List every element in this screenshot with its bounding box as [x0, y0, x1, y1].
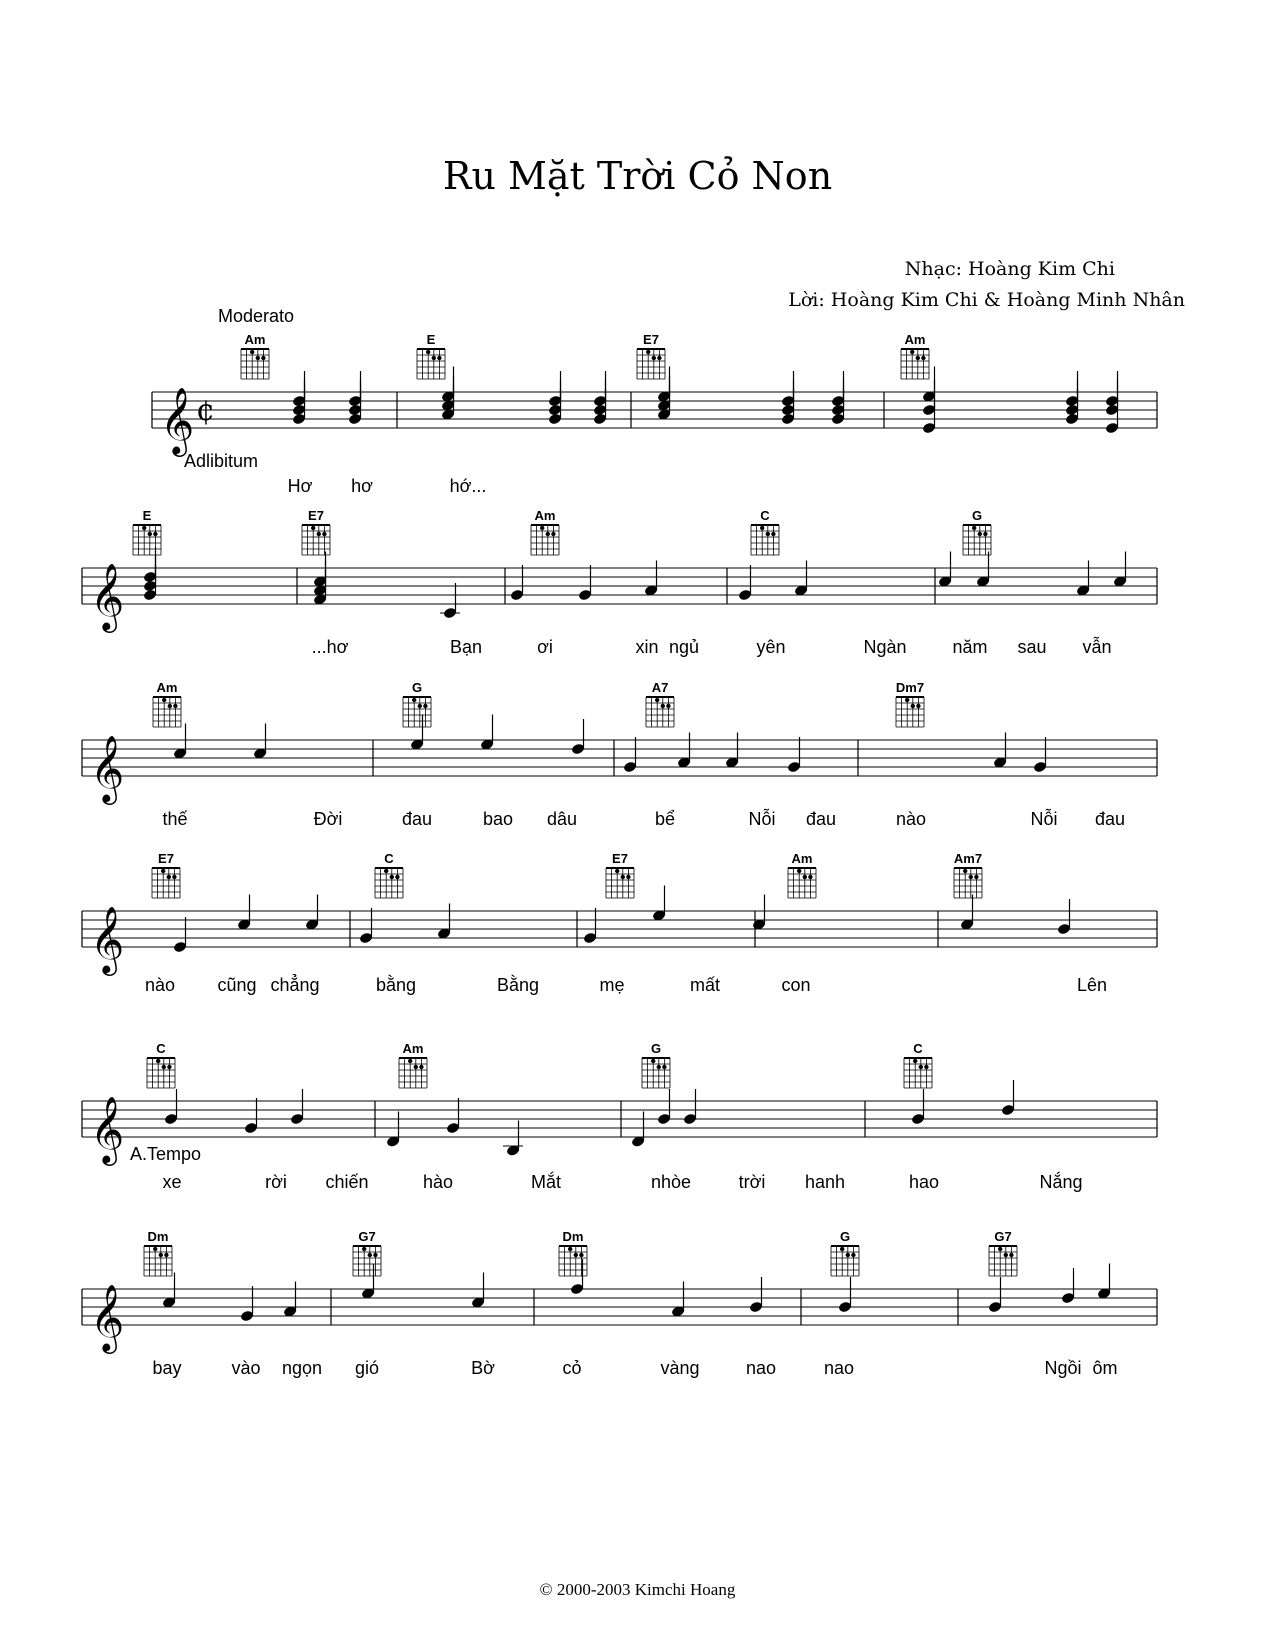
lyric-syllable: năm — [952, 637, 988, 657]
finger-dot — [540, 526, 544, 530]
lyric-syllable: cũng — [217, 975, 257, 995]
cut-time-signature-icon: ¢ — [196, 393, 216, 428]
finger-dot — [579, 1253, 583, 1257]
finger-dot — [652, 356, 656, 360]
finger-dot — [771, 532, 775, 536]
chord-name: G — [839, 1229, 851, 1244]
chord-diagram — [637, 332, 665, 379]
lyric-syllable: chẳng — [270, 975, 320, 995]
finger-dot — [666, 704, 670, 708]
chord-diagram — [399, 1041, 427, 1088]
lyric-syllable: bay — [152, 1358, 182, 1378]
chord-diagram — [963, 508, 991, 555]
finger-dot — [173, 704, 177, 708]
lyric-syllable: Nỗi — [748, 809, 776, 829]
chord-diagram — [531, 508, 559, 555]
chord-diagram — [954, 851, 982, 898]
lyric-syllable: rời — [265, 1172, 287, 1192]
finger-dot — [626, 875, 630, 879]
finger-dot — [657, 1065, 661, 1069]
finger-dot — [661, 704, 665, 708]
finger-dot — [846, 1253, 850, 1257]
chord-name: Am — [244, 332, 266, 347]
lyric-syllable: dâu — [546, 809, 578, 829]
staff-system-4 — [82, 851, 1157, 995]
lyric-syllable: trời — [738, 1172, 766, 1192]
staff-system-2 — [82, 508, 1157, 657]
chord-name: Dm — [562, 1229, 584, 1244]
chord-name: G — [411, 680, 423, 695]
finger-dot — [168, 704, 172, 708]
chord-diagram — [989, 1229, 1017, 1276]
lyric-syllable: ngọn — [281, 1358, 323, 1378]
chord-name: C — [913, 1041, 923, 1056]
lyric-syllable: đau — [805, 809, 837, 829]
finger-dot — [808, 875, 812, 879]
finger-dot — [924, 1065, 928, 1069]
finger-dot — [1009, 1253, 1013, 1257]
finger-dot — [551, 532, 555, 536]
chord-name: G7 — [358, 1229, 376, 1244]
chord-diagram — [788, 851, 816, 898]
copyright-notice: © 2000-2003 Kimchi Hoang — [539, 1580, 736, 1599]
treble-clef-icon: 𝄞 — [90, 1283, 125, 1351]
chord-name: Am — [402, 1041, 424, 1056]
lyric-syllable: bằng — [375, 975, 417, 995]
treble-clef-icon: 𝄞 — [90, 734, 125, 802]
song-title: Ru Mặt Trời Cỏ Non — [442, 154, 833, 198]
chord-name: E7 — [612, 851, 628, 866]
finger-dot — [574, 1253, 578, 1257]
finger-dot — [412, 698, 416, 702]
chord-diagram — [153, 680, 181, 727]
finger-dot — [317, 532, 321, 536]
chord-diagram — [353, 1229, 381, 1276]
chord-name: E7 — [643, 332, 659, 347]
finger-dot — [916, 704, 920, 708]
lyric-syllable: Nỗi — [1030, 809, 1058, 829]
finger-dot — [657, 356, 661, 360]
finger-dot — [172, 875, 176, 879]
finger-dot — [568, 1247, 572, 1251]
chord-name: Am — [904, 332, 926, 347]
chord-name: Am — [156, 680, 178, 695]
finger-dot — [969, 875, 973, 879]
chord-diagram — [904, 1041, 932, 1088]
finger-dot — [311, 526, 315, 530]
finger-dot — [167, 875, 171, 879]
finger-dot — [766, 532, 770, 536]
lyric-syllable: cỏ — [562, 1358, 582, 1378]
finger-dot — [148, 532, 152, 536]
treble-clef-icon: 𝄞 — [90, 562, 125, 630]
lyric-syllable: bao — [482, 809, 514, 829]
lyric-syllable: ơi — [537, 637, 553, 657]
lyric-syllable: đau — [401, 809, 433, 829]
lyric-syllable: nhòe — [650, 1172, 692, 1192]
chord-name: C — [156, 1041, 166, 1056]
lyric-syllable: Đời — [313, 809, 343, 829]
finger-dot — [437, 356, 441, 360]
finger-dot — [256, 356, 260, 360]
music-credit: Nhạc: Hoàng Kim Chi — [904, 258, 1115, 280]
chord-name: E7 — [308, 508, 324, 523]
lyric-syllable: Mắt — [530, 1172, 562, 1192]
treble-clef-icon: 𝄞 — [90, 905, 125, 973]
finger-dot — [998, 1247, 1002, 1251]
lyric-syllable: Nắng — [1039, 1172, 1083, 1192]
finger-dot — [373, 1253, 377, 1257]
finger-dot — [418, 704, 422, 708]
lyric-syllable: chiến — [325, 1172, 369, 1192]
lyric-syllable: con — [781, 975, 811, 995]
finger-dot — [662, 1065, 666, 1069]
lyric-syllable: bể — [654, 809, 676, 829]
finger-dot — [159, 1253, 163, 1257]
finger-dot — [797, 869, 801, 873]
treble-clef-icon: 𝄞 — [90, 1095, 125, 1163]
chord-name: E — [426, 332, 436, 347]
chord-diagram — [147, 1041, 175, 1088]
lyric-syllable: Hơ — [287, 476, 313, 496]
chord-diagram — [375, 851, 403, 898]
chord-diagram — [144, 1229, 172, 1276]
finger-dot — [414, 1065, 418, 1069]
finger-dot — [368, 1253, 372, 1257]
lyric-syllable: nao — [823, 1358, 855, 1378]
lyric-syllable: vào — [231, 1358, 261, 1378]
finger-dot — [905, 698, 909, 702]
finger-dot — [978, 532, 982, 536]
finger-dot — [983, 532, 987, 536]
lyric-syllable: mẹ — [599, 975, 625, 995]
finger-dot — [432, 356, 436, 360]
lyric-syllable: hanh — [804, 1172, 846, 1192]
finger-dot — [803, 875, 807, 879]
lyric-syllable: hớ... — [449, 476, 487, 496]
staff-system-6 — [82, 1229, 1157, 1378]
lyric-syllable: nao — [745, 1358, 777, 1378]
staff-system-1 — [152, 332, 1157, 496]
finger-dot — [156, 1059, 160, 1063]
finger-dot — [390, 875, 394, 879]
chord-name: Am — [534, 508, 556, 523]
finger-dot — [250, 350, 254, 354]
chord-name: G — [650, 1041, 662, 1056]
lyric-syllable: Bạn — [449, 637, 483, 657]
lyric-syllable: nào — [895, 809, 927, 829]
lyric-syllable: xe — [162, 1172, 182, 1192]
atempo-marking: A.Tempo — [130, 1144, 202, 1164]
finger-dot — [419, 1065, 423, 1069]
lyric-syllable: gió — [354, 1358, 380, 1378]
finger-dot — [546, 532, 550, 536]
chord-diagram — [133, 508, 161, 555]
chord-name: Dm — [147, 1229, 169, 1244]
lyric-syllable: Ngàn — [863, 637, 907, 657]
finger-dot — [851, 1253, 855, 1257]
chord-diagram — [302, 508, 330, 555]
finger-dot — [760, 526, 764, 530]
lyric-syllable: yên — [756, 637, 786, 657]
chord-diagram — [417, 332, 445, 379]
finger-dot — [919, 1065, 923, 1069]
chord-diagram — [403, 680, 431, 727]
finger-dot — [423, 704, 427, 708]
chord-name: Am7 — [953, 851, 983, 866]
lyric-syllable: sau — [1017, 637, 1047, 657]
lyric-syllable: Bờ — [471, 1358, 495, 1378]
lyric-syllable: nào — [144, 975, 176, 995]
lyric-syllable: ngủ — [668, 637, 700, 657]
treble-clef-icon: 𝄞 — [160, 386, 195, 454]
finger-dot — [153, 532, 157, 536]
adlibitum-marking: Adlibitum — [184, 451, 259, 471]
finger-dot — [362, 1247, 366, 1251]
chord-diagram — [831, 1229, 859, 1276]
chord-name: C — [384, 851, 394, 866]
finger-dot — [840, 1247, 844, 1251]
lyric-syllable: ...hơ — [311, 637, 349, 657]
lyric-syllable: hao — [908, 1172, 940, 1192]
finger-dot — [972, 526, 976, 530]
chord-name: E — [142, 508, 152, 523]
finger-dot — [161, 869, 165, 873]
lyric-syllable: Bằng — [496, 975, 540, 995]
finger-dot — [1004, 1253, 1008, 1257]
finger-dot — [963, 869, 967, 873]
finger-dot — [322, 532, 326, 536]
chord-name: Am — [791, 851, 813, 866]
chord-name: G — [971, 508, 983, 523]
lyric-syllable: hơ — [351, 476, 373, 496]
staff-system-3 — [82, 680, 1157, 829]
chord-diagram — [751, 508, 779, 555]
chord-name: C — [760, 508, 770, 523]
finger-dot — [913, 1059, 917, 1063]
finger-dot — [426, 350, 430, 354]
lyric-syllable: mất — [689, 975, 721, 995]
lyric-syllable: xin — [635, 637, 659, 657]
finger-dot — [395, 875, 399, 879]
finger-dot — [921, 356, 925, 360]
lyric-syllable: Lên — [1076, 975, 1108, 995]
chord-diagram — [606, 851, 634, 898]
finger-dot — [162, 1065, 166, 1069]
finger-dot — [911, 704, 915, 708]
finger-dot — [164, 1253, 168, 1257]
chord-diagram — [642, 1041, 670, 1088]
finger-dot — [167, 1065, 171, 1069]
chord-diagram — [646, 680, 674, 727]
lyric-syllable: vàng — [660, 1358, 700, 1378]
chord-diagram — [896, 680, 924, 727]
staff-system-5 — [82, 1041, 1157, 1192]
finger-dot — [162, 698, 166, 702]
finger-dot — [916, 356, 920, 360]
lyric-syllable: Ngồi — [1044, 1358, 1082, 1378]
chord-name: G7 — [994, 1229, 1012, 1244]
finger-dot — [974, 875, 978, 879]
tempo-marking: Moderato — [218, 306, 295, 326]
lyric-syllable: hào — [422, 1172, 454, 1192]
chord-name: Dm7 — [895, 680, 925, 695]
chord-diagram — [901, 332, 929, 379]
finger-dot — [621, 875, 625, 879]
finger-dot — [615, 869, 619, 873]
finger-dot — [910, 350, 914, 354]
finger-dot — [261, 356, 265, 360]
finger-dot — [651, 1059, 655, 1063]
lyric-syllable: ôm — [1092, 1358, 1118, 1378]
chord-diagram — [241, 332, 269, 379]
finger-dot — [408, 1059, 412, 1063]
finger-dot — [142, 526, 146, 530]
finger-dot — [153, 1247, 157, 1251]
chord-name: A7 — [651, 680, 669, 695]
finger-dot — [655, 698, 659, 702]
lyric-syllable: thế — [162, 809, 188, 829]
chord-diagram — [152, 851, 180, 898]
lyrics-credit: Lời: Hoàng Kim Chi & Hoàng Minh Nhân — [788, 289, 1185, 311]
lyric-syllable: vẫn — [1082, 637, 1112, 657]
finger-dot — [384, 869, 388, 873]
lyric-syllable: đau — [1094, 809, 1126, 829]
chord-name: E7 — [158, 851, 174, 866]
finger-dot — [646, 350, 650, 354]
